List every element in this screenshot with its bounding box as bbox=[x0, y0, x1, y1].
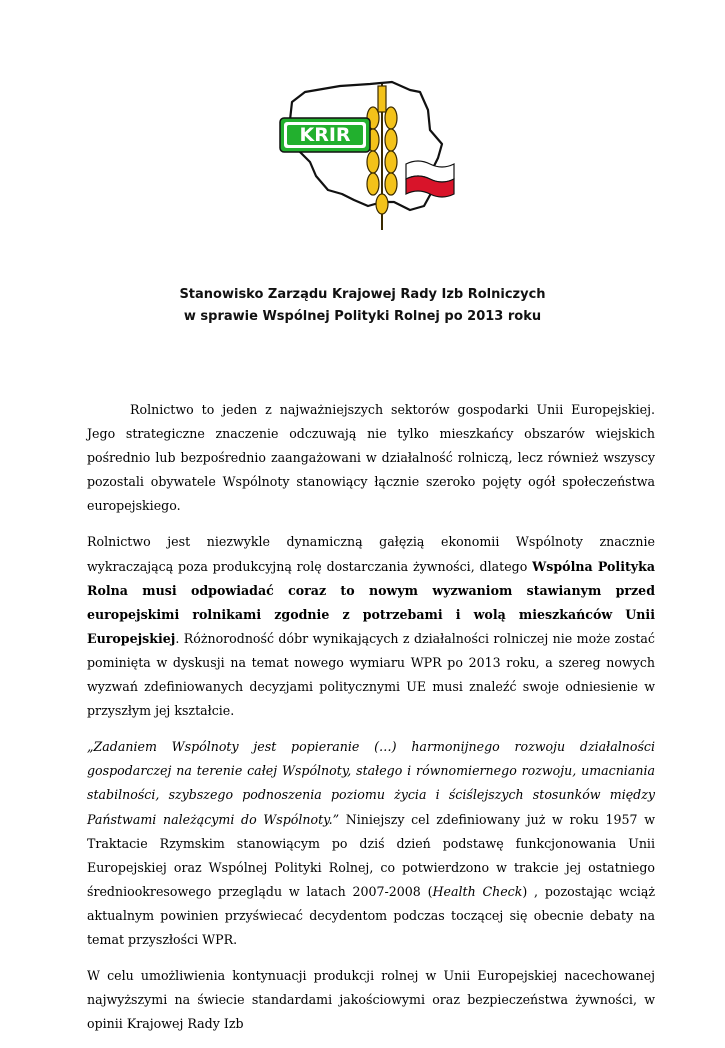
paragraph-2 bbox=[87, 530, 655, 723]
paragraph-2-start: Rolnictwo jest niezwykle dynamiczną gałęzią ekonomii Wspólnoty znacznie wykraczającą poza produkcyjną rolę dostarczania żywności, dlatego bbox=[87, 534, 655, 574]
title-line-1: Stanowisko Zarządu Krajowej Rady Izb Rolniczych bbox=[179, 287, 546, 302]
paragraph-2-bold: Wspólna Polityka Rolna musi odpowiadać coraz to nowym wyzwaniom stawianym przed europejskimi rolnikami zgodnie z potrzebami i wolą mieszkańców Unii Europejskiej bbox=[87, 558, 656, 646]
krir-badge bbox=[280, 118, 370, 152]
document-title bbox=[0, 284, 725, 328]
paragraph-3-health-check: Health Check bbox=[432, 883, 523, 899]
paragraph-3-quote: „Zadaniem Wspólnoty jest popieranie (…) harmonijnego rozwoju działalności gospodarczej na terenie całej Wspólnoty, stałego i równomiernego rozwoju, umacniania stabilności, szybszego podnoszenia poziomu życia i ściślejszych stosunków między Państwami należącymi do Wspólnoty.” bbox=[87, 739, 655, 827]
paragraph-3-mid: Niniejszy cel zdefiniowany już w roku 1957 w Traktacie Rzymskim stanowiącym po dziś dzień podstawę funkcjonowania Unii Europejskiej oraz Wspólnej Polityki Rolnej, co potwierdzono w trakcie jej ostatniego średniookresowego przeglądu w latach 2007-2008 ( bbox=[87, 811, 655, 899]
paragraph-4: W celu umożliwienia kontynuacji produkcji rolnej w Unii Europejskiej nacechowanej najwyższymi na świecie standardami jakościowymi oraz bezpieczeństwa żywności, w opinii Krajowej Rady Izb bbox=[87, 968, 655, 1032]
title-line-2: w sprawie Wspólnej Polityki Rolnej po 2013 roku bbox=[183, 309, 542, 324]
paragraph-3-end: ) , pozostając wciąż aktualnym powinien przyświecać decydentom podczas toczącej się obecnie debaty na temat przyszłości WPR. bbox=[87, 883, 656, 947]
poland-flag-icon bbox=[406, 161, 454, 197]
krir-logo-text: KRIR bbox=[299, 124, 351, 146]
paragraph-3 bbox=[87, 735, 655, 952]
krir-logo bbox=[270, 78, 460, 234]
document-body bbox=[87, 398, 655, 1048]
paragraph-1: Rolnictwo to jeden z najważniejszych sektorów gospodarki Unii Europejskiej. Jego strategiczne znaczenie odczuwają nie tylko mieszkańcy obszarów wiejskich pośrednio lub bezpośrednio zaangażowani w działalność rolniczą, lecz również wszyscy pozostali obywatele Wspólnoty stanowiący łącznie szeroko pojęty ogół społeczeństwa europejskiego. bbox=[87, 402, 655, 514]
paragraph-2-end: . Różnorodność dóbr wynikających z działalności rolniczej nie może zostać pominięta w dyskusji na temat nowego wymiaru WPR po 2013 roku, a szereg nowych wyzwań zdefiniowanych decyzjami politycznymi UE musi znaleźć swoje odniesienie w przyszłym jej kształcie. bbox=[87, 630, 655, 719]
krir-logo-graphic bbox=[270, 78, 460, 234]
